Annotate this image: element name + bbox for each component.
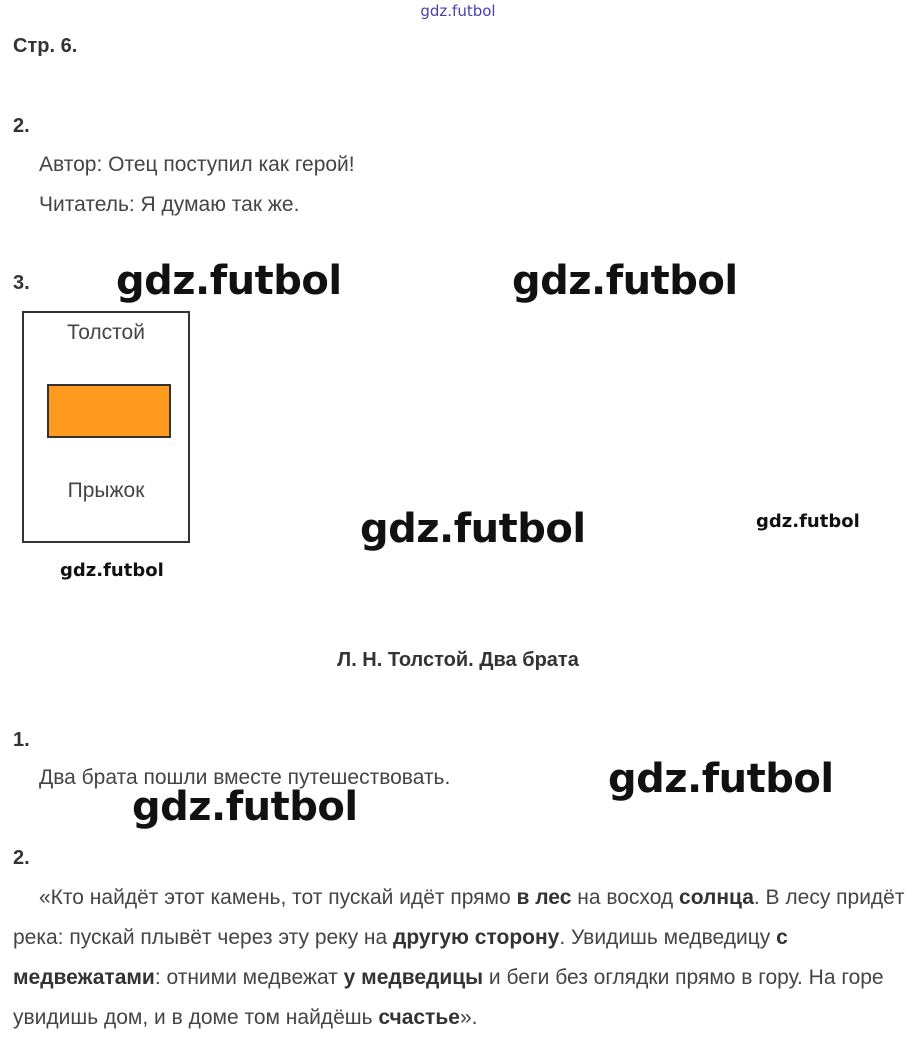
- task-number: 3.: [13, 272, 30, 294]
- paragraph-text: «Кто найдёт этот камень, тот пускай идёт прямо: [39, 886, 517, 909]
- watermark-top: gdz.futbol: [420, 2, 496, 20]
- watermark: gdz.futbol: [60, 560, 164, 581]
- answer-paragraph: [13, 878, 908, 1038]
- answer-line: Автор: Отец поступил как герой!: [39, 153, 355, 176]
- watermark: gdz.futbol: [132, 784, 358, 830]
- task-number: 2.: [13, 115, 30, 137]
- book-cover-model: [22, 311, 190, 543]
- watermark: gdz.futbol: [756, 511, 860, 532]
- book-cover-rectangle: [47, 384, 171, 438]
- bold-answer-word: в лес: [516, 886, 572, 909]
- paragraph-text: : отними медвежат: [154, 966, 344, 989]
- book-title: Прыжок: [67, 479, 145, 502]
- paragraph-text: . В лесу придёт река: пускай плывёт через эту реку на: [13, 886, 905, 949]
- watermark: gdz.futbol: [360, 506, 586, 552]
- paragraph-text: и беги без оглядки прямо в гору. На горе увидишь дом, и в доме том найдёшь: [13, 966, 884, 1029]
- bold-answer-word: с медвежатами: [13, 926, 788, 989]
- answer-line: Два брата пошли вместе путешествовать.: [39, 766, 451, 789]
- answer-line: Читатель: Я думаю так же.: [39, 193, 300, 216]
- watermark: gdz.futbol: [512, 258, 738, 304]
- task-number: 1.: [13, 729, 30, 751]
- task-number: 2.: [13, 847, 30, 869]
- bold-answer-word: другую сторону: [393, 926, 560, 949]
- paragraph-text: ».: [459, 1006, 478, 1029]
- bold-answer-word: солнца: [679, 886, 754, 909]
- watermark: gdz.futbol: [116, 258, 342, 304]
- section-title: Л. Н. Толстой. Два брата: [337, 649, 579, 671]
- bold-answer-word: у медведицы: [343, 966, 484, 989]
- bold-answer-word: счастье: [378, 1006, 460, 1029]
- book-author: Толстой: [67, 321, 145, 344]
- paragraph-text: . Увидишь медведицу: [559, 926, 777, 949]
- watermark: gdz.futbol: [608, 756, 834, 802]
- page-heading: Стр. 6.: [13, 35, 78, 57]
- paragraph-text: на восход: [571, 886, 680, 909]
